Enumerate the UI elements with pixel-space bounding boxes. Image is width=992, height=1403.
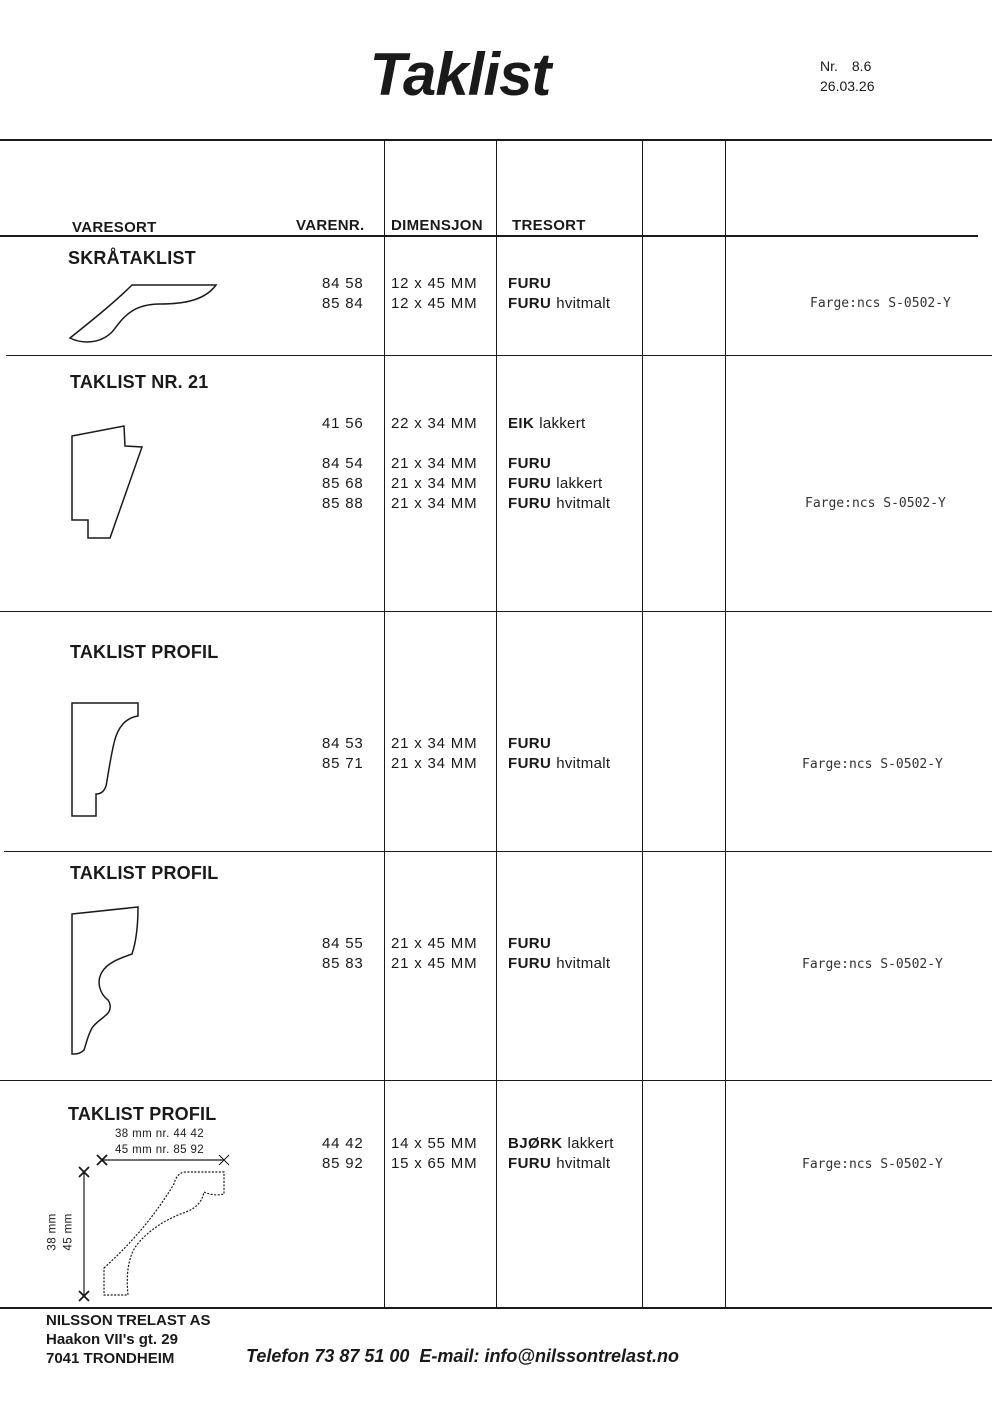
document-number <box>820 56 920 96</box>
wood-finish: lakkert <box>539 415 586 432</box>
section-title: TAKLIST PROFIL <box>70 642 219 662</box>
wood-cell <box>508 954 610 974</box>
company-address <box>46 1311 210 1368</box>
varenr-cell: 85 92 <box>322 1155 364 1172</box>
wood-type: FURU <box>508 455 552 472</box>
document-date: 26.03.26 <box>820 78 875 94</box>
wood-cell <box>508 494 610 514</box>
wood-cell <box>508 274 551 294</box>
wood-cell <box>508 414 585 434</box>
column-divider <box>496 141 497 1307</box>
wood-type: FURU <box>508 1155 552 1172</box>
color-note: Farge:ncs S-0502-Y <box>802 957 943 972</box>
dimension-cell: 12 x 45 MM <box>391 275 478 292</box>
dimension-cell: 21 x 45 MM <box>391 955 478 972</box>
varenr-cell: 85 68 <box>322 475 364 492</box>
dimension-cell: 21 x 34 MM <box>391 475 478 492</box>
company-name: NILSSON TRELAST AS <box>46 1312 211 1329</box>
wood-type: FURU <box>508 295 552 312</box>
wood-cell <box>508 734 551 754</box>
contact-info: Telefon 73 87 51 00 E-mail: info@nilssontrelast.no <box>246 1346 680 1366</box>
varenr-cell: 44 42 <box>322 1135 364 1152</box>
varenr-cell: 84 55 <box>322 935 364 952</box>
wood-finish: lakkert <box>556 475 603 492</box>
wood-type: BJØRK <box>508 1135 563 1152</box>
wood-finish: hvitmalt <box>556 755 611 772</box>
dimension-cell: 22 x 34 MM <box>391 415 478 432</box>
section-title: SKRÅTAKLIST <box>68 248 196 268</box>
wood-cell <box>508 754 610 774</box>
wood-finish: hvitmalt <box>556 1155 611 1172</box>
nr-value: 8.6 <box>851 58 872 74</box>
varenr-cell: 85 71 <box>322 755 364 772</box>
bottom-rule <box>0 1307 992 1309</box>
wood-cell <box>508 454 551 474</box>
section-title: TAKLIST PROFIL <box>68 1104 217 1124</box>
wood-finish: hvitmalt <box>556 495 611 512</box>
street-address: Haakon VII's gt. 29 <box>46 1331 178 1348</box>
wood-finish: hvitmalt <box>556 955 611 972</box>
wood-type: FURU <box>508 955 552 972</box>
column-header-varenr: VARENR. <box>296 217 365 234</box>
varenr-cell: 85 84 <box>322 295 364 312</box>
dimension-cell: 15 x 65 MM <box>391 1155 478 1172</box>
column-divider <box>725 141 726 1307</box>
wood-cell <box>508 474 603 494</box>
varenr-cell: 84 53 <box>322 735 364 752</box>
dimension-cell: 14 x 55 MM <box>391 1135 478 1152</box>
wood-type: FURU <box>508 755 552 772</box>
dimension-cell: 21 x 34 MM <box>391 495 478 512</box>
dimension-cell: 21 x 34 MM <box>391 735 478 752</box>
dimension-label-side: 45 mm <box>62 1213 75 1251</box>
dimension-cell: 12 x 45 MM <box>391 295 478 312</box>
color-note: Farge:ncs S-0502-Y <box>802 757 943 772</box>
color-note: Farge:ncs S-0502-Y <box>810 296 951 311</box>
color-note: Farge:ncs S-0502-Y <box>805 496 946 511</box>
varenr-cell: 84 58 <box>322 275 364 292</box>
wood-cell <box>508 1134 614 1154</box>
wood-type: EIK <box>508 415 535 432</box>
wood-cell <box>508 294 610 314</box>
page-title: Taklist <box>369 41 551 108</box>
section-title: TAKLIST PROFIL <box>70 863 219 883</box>
column-header-varesort: VARESORT <box>72 219 157 236</box>
varenr-cell: 85 88 <box>322 495 364 512</box>
color-note: Farge:ncs S-0502-Y <box>802 1157 943 1172</box>
varenr-cell: 84 54 <box>322 455 364 472</box>
nr-label: Nr. <box>820 58 838 74</box>
taklist-profil-drawing <box>66 698 146 823</box>
wood-type: FURU <box>508 935 552 952</box>
section-divider <box>4 851 992 852</box>
wood-type: FURU <box>508 275 552 292</box>
dimension-label-top: 38 mm nr. 44 42 <box>115 1128 205 1140</box>
wood-type: FURU <box>508 735 552 752</box>
wood-finish: lakkert <box>567 1135 614 1152</box>
wood-type: FURU <box>508 475 552 492</box>
varenr-cell: 85 83 <box>322 955 364 972</box>
wood-cell <box>508 934 551 954</box>
city-address: 7041 TRONDHEIM <box>46 1350 175 1367</box>
column-header-tresort: TRESORT <box>512 217 586 234</box>
skrataklist-profile-drawing <box>60 280 230 350</box>
column-divider <box>384 141 385 1307</box>
varenr-cell: 41 56 <box>322 415 364 432</box>
section-divider <box>6 355 992 356</box>
taklist-21-profile-drawing <box>66 420 156 545</box>
dimension-label-top: 45 mm nr. 85 92 <box>115 1144 205 1156</box>
dimension-cell: 21 x 34 MM <box>391 455 478 472</box>
column-divider <box>642 141 643 1307</box>
wood-finish: hvitmalt <box>556 295 611 312</box>
section-title: TAKLIST NR. 21 <box>70 372 209 392</box>
dimension-cell: 21 x 45 MM <box>391 935 478 952</box>
wood-cell <box>508 1154 610 1174</box>
column-header-dimensjon: DIMENSJON <box>391 217 483 234</box>
wood-type: FURU <box>508 495 552 512</box>
crown-molding-profile-drawing <box>76 1150 236 1305</box>
taklist-profil-drawing <box>66 902 146 1062</box>
dimension-label-side: 38 mm <box>46 1213 59 1251</box>
dimension-cell: 21 x 34 MM <box>391 755 478 772</box>
